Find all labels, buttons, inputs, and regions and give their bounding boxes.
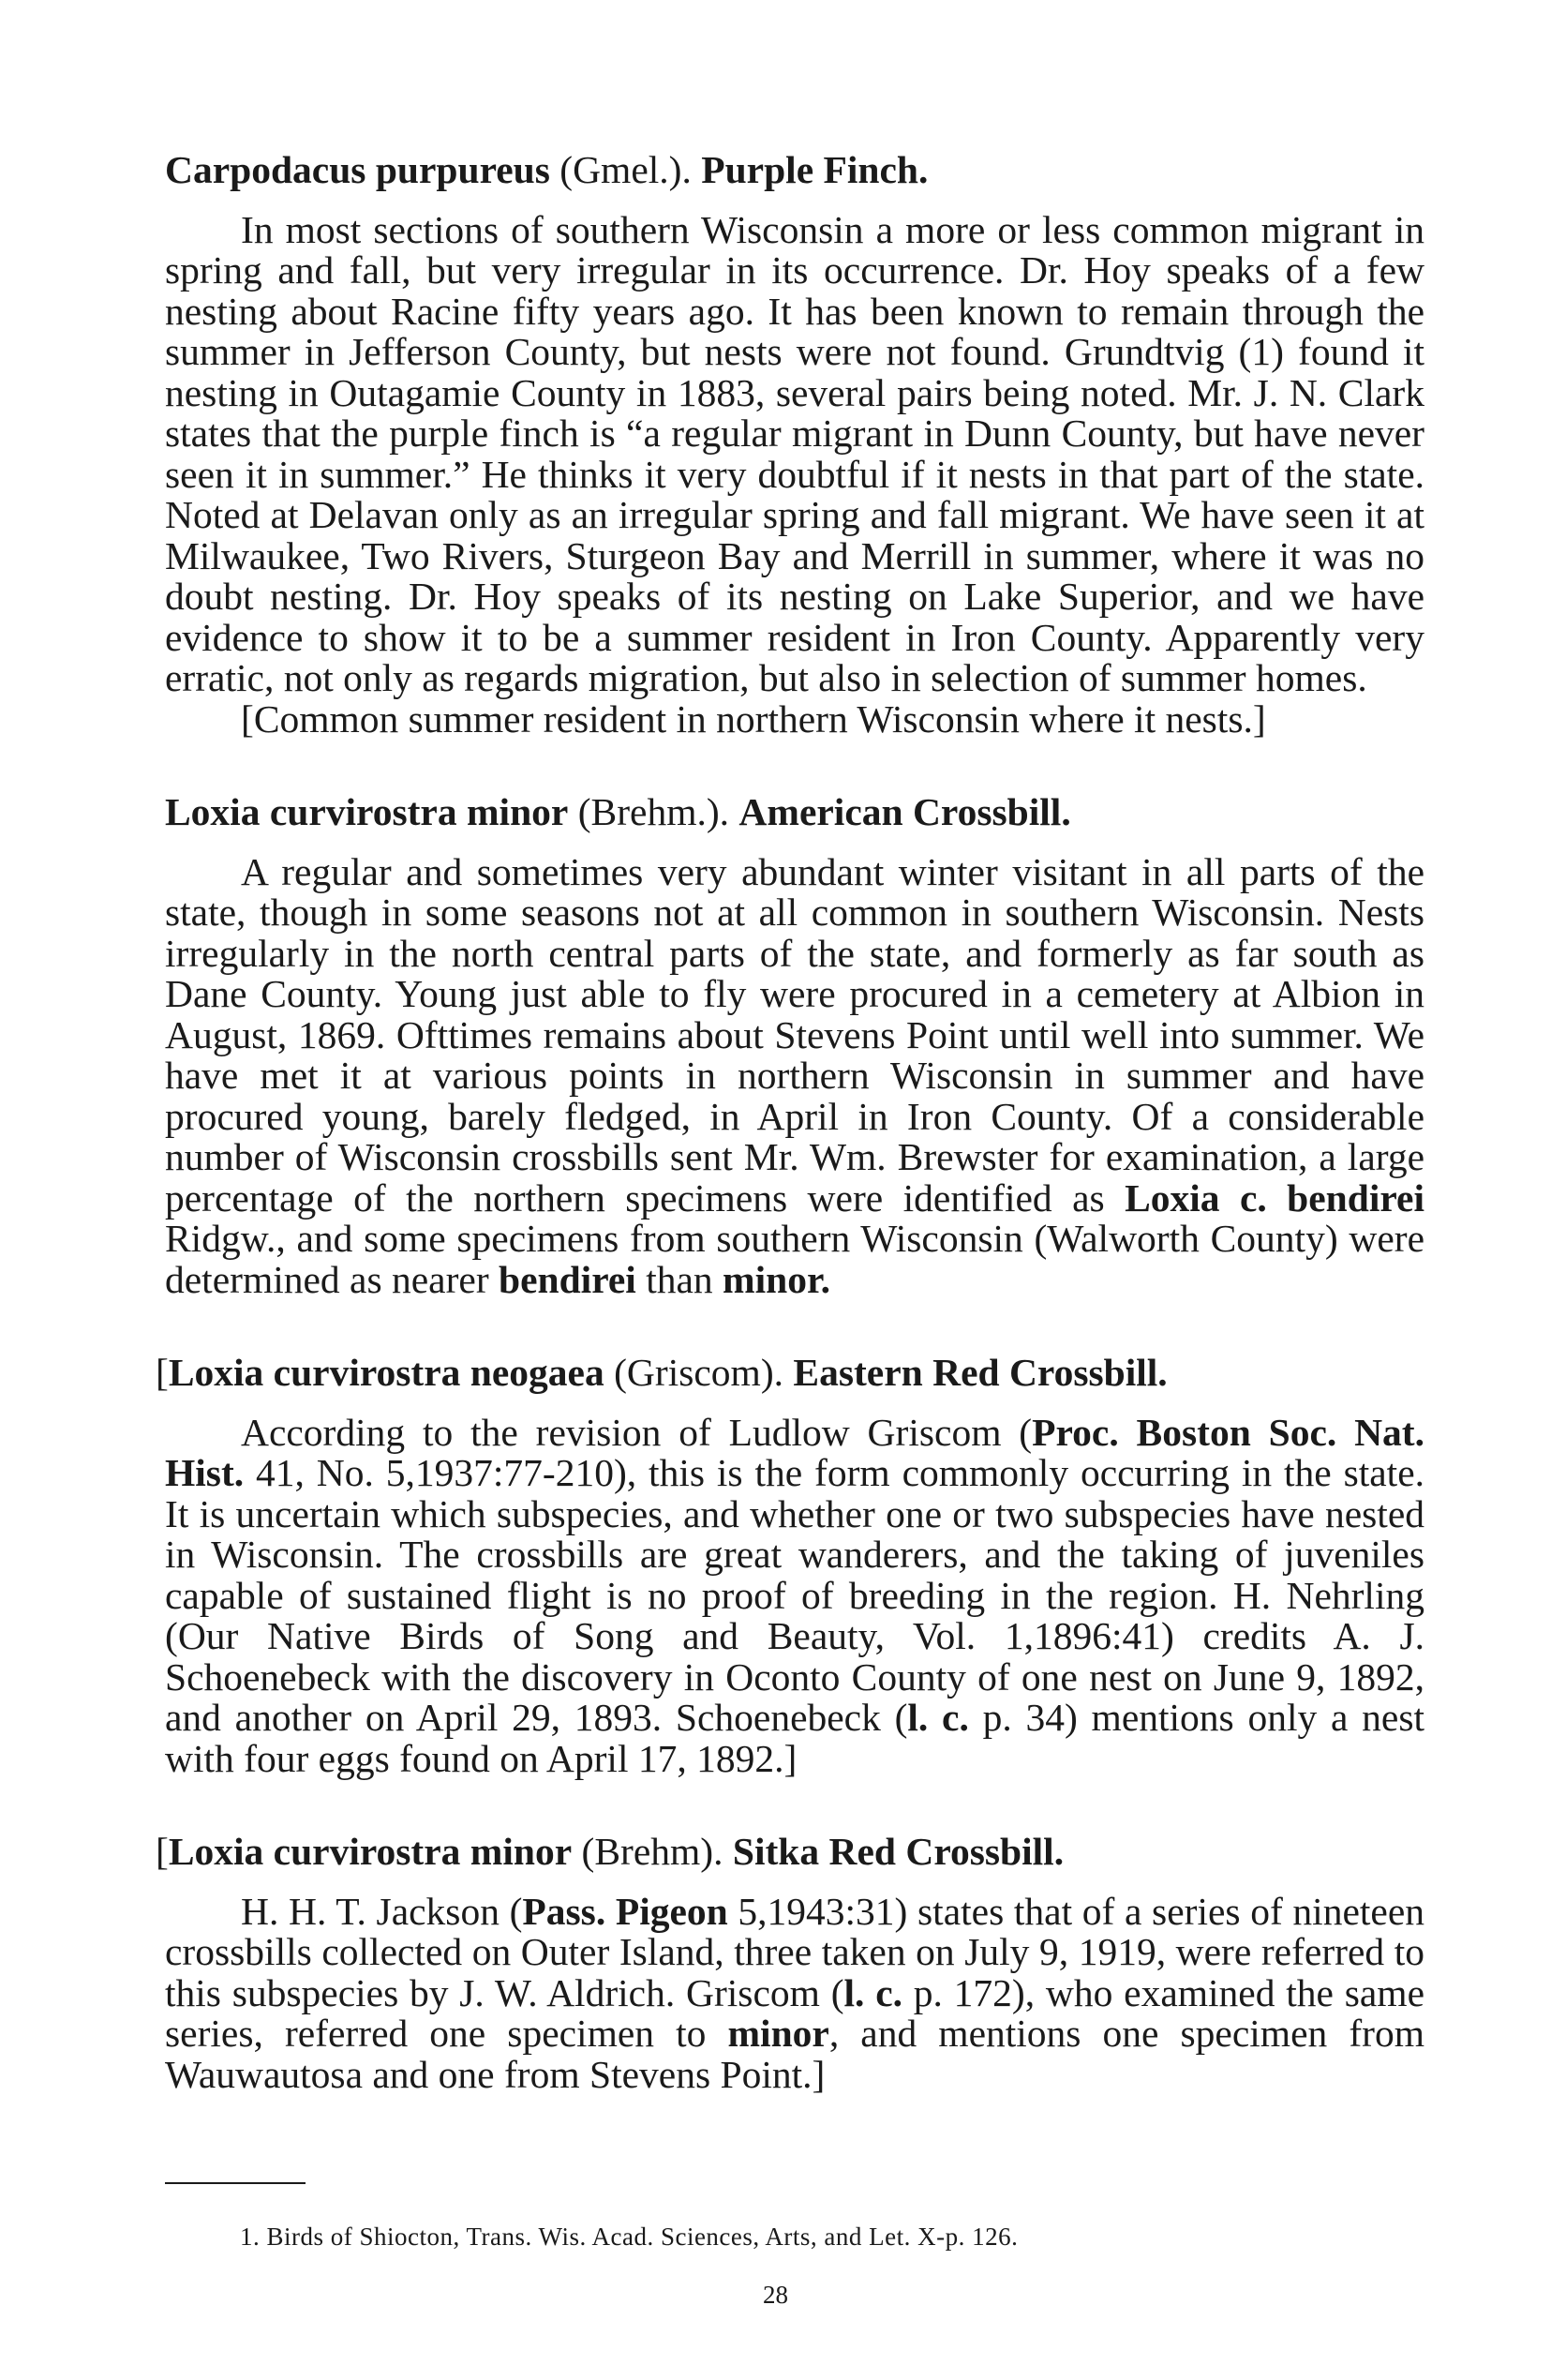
author-citation: (Griscom). (604, 1351, 794, 1394)
bold-term: Proc. Boston Soc. Nat. Hist. (165, 1410, 1424, 1494)
text-segment: p. 172), who examined the same series, referred one specimen to (165, 1970, 1425, 2055)
common-name: American Crossbill. (738, 790, 1071, 833)
bracketed-note (165, 696, 1424, 741)
footnote: 1. Birds of Shiocton, Trans. Wis. Acad. Sciences, Arts, and Let. X-p. 126. (240, 2223, 1019, 2251)
scientific-name: Loxia curvirostra minor (168, 1830, 573, 1873)
heading-bracket: [ (156, 1351, 169, 1394)
species-heading (156, 1832, 1424, 1873)
text-segment: than (635, 1257, 723, 1301)
text-segment: p. 34) mentions only a nest with four eggs found on April 17, 1892.] (165, 1696, 1425, 1780)
bold-term: minor (727, 2012, 829, 2055)
common-name: Eastern Red Crossbill. (793, 1351, 1168, 1394)
text-segment: [Common summer resident in northern Wisconsin where it nests.] (241, 696, 1266, 741)
body-paragraph (165, 849, 1424, 1301)
bold-term: Pass. Pigeon (522, 1889, 728, 1933)
author-citation: (Gmel.). (549, 148, 702, 191)
text-segment: Ridgw., and some specimens from southern Wisconsin (Walworth County) were determined as nearer (165, 1217, 1424, 1301)
bold-term: l. c. (843, 1970, 902, 2014)
common-name: Sitka Red Crossbill. (732, 1830, 1065, 1873)
heading-bracket: [ (156, 1830, 169, 1873)
footnote-divider (165, 2182, 306, 2184)
species-entry-purple-finch (165, 150, 1424, 740)
text-segment: According to the revision of Ludlow Griscom ( (241, 1410, 1033, 1454)
bold-term: minor. (723, 1257, 830, 1301)
scientific-name: Loxia curvirostra minor (165, 790, 569, 833)
text-segment: A regular and sometimes very abundant winter visitant in all parts of the state, though in some seasons not at all common in southern Wisconsin. Nests irregularly in the north central parts of the state, and formerly as far south as Dane County. Young just able to fly were procured in a cemetery at Albion in August, 1869. Ofttimes remains about Stevens Point until well into summer. We have met it at various points in northern Wisconsin in summer and have procured young, barely fledged, in April in Iron County. Of a considerable number of Wisconsin crossbills sent Mr. Wm. Brewster for examination, a large percentage of the northern specimens were identified as (165, 849, 1424, 1220)
species-heading (165, 150, 1424, 191)
page-number: 28 (763, 2281, 788, 2309)
scientific-name: Loxia curvirostra neogaea (168, 1351, 604, 1394)
document-page (156, 148, 1425, 2148)
species-entry-sitka-red-crossbill (156, 1830, 1425, 2096)
author-citation: (Brehm.). (568, 790, 739, 833)
text-segment: In most sections of southern Wisconsin a more or less common migrant in spring and fall, but very irregular in its occurrence. Dr. Hoy speaks of a few nesting about Racine fifty years ago. It has been known to remain through the summer in Jefferson County, but nests were not found. Grundtvig (1) found it nesting in Outagamie County in 1883, several pairs being noted. Mr. J. N. Clark states that the purple finch is “a regular migrant in Dunn County, but have never seen it in summer.” He thinks it very doubtful if it nests in that part of the state. Noted at Delavan only as an irregular spring and fall migrant. We have seen it at Milwaukee, Two Rivers, Sturgeon Bay and Merrill in summer, where it was no doubt nesting. Dr. Hoy speaks of its nesting on Lake Superior, and we have evidence to show it to be a summer resident in Iron County. Apparently very erratic, not only as regards migration, but also in selection of summer homes. (165, 207, 1424, 699)
author-citation: (Brehm). (572, 1830, 733, 1873)
species-entry-american-crossbill (165, 792, 1424, 1300)
bold-term: bendirei (499, 1257, 636, 1301)
body-paragraph (165, 1410, 1425, 1780)
species-entry-eastern-red-crossbill (156, 1351, 1425, 1780)
text-segment: , and mentions one specimen from Wauwautosa and one from Stevens Point.] (165, 2012, 1425, 2096)
body-paragraph (165, 207, 1424, 699)
bold-term: Loxia c. bendirei (1125, 1175, 1424, 1220)
text-segment: 41, No. 5,1937:77-210), this is the form commonly occurring in the state. It is uncertain which subspecies, and whether one or two subspecies have nested in Wisconsin. The crossbills are great wanderers, and the taking of juveniles capable of sustained flight is no proof of breeding in the region. H. Nehrling (Our Native Birds of Song and Beauty, Vol. 1,1896:41) credits A. J. Schoenebeck with the discovery in Oconto County of one nest on June 9, 1892, and another on April 29, 1893. Schoenebeck ( (165, 1451, 1424, 1739)
text-segment: 5,1943:31) states that of a series of nineteen crossbills collected on Outer Island, three taken on July 9, 1919, were referred to this subspecies by J. W. Aldrich. Griscom ( (165, 1889, 1424, 2014)
text-segment: H. H. T. Jackson ( (241, 1889, 523, 1933)
species-heading (156, 1353, 1424, 1394)
bold-term: l. c. (907, 1696, 969, 1739)
common-name: Purple Finch. (701, 148, 929, 191)
scientific-name: Carpodacus purpureus (165, 148, 550, 191)
species-heading (165, 792, 1424, 833)
body-paragraph (165, 1889, 1425, 2096)
